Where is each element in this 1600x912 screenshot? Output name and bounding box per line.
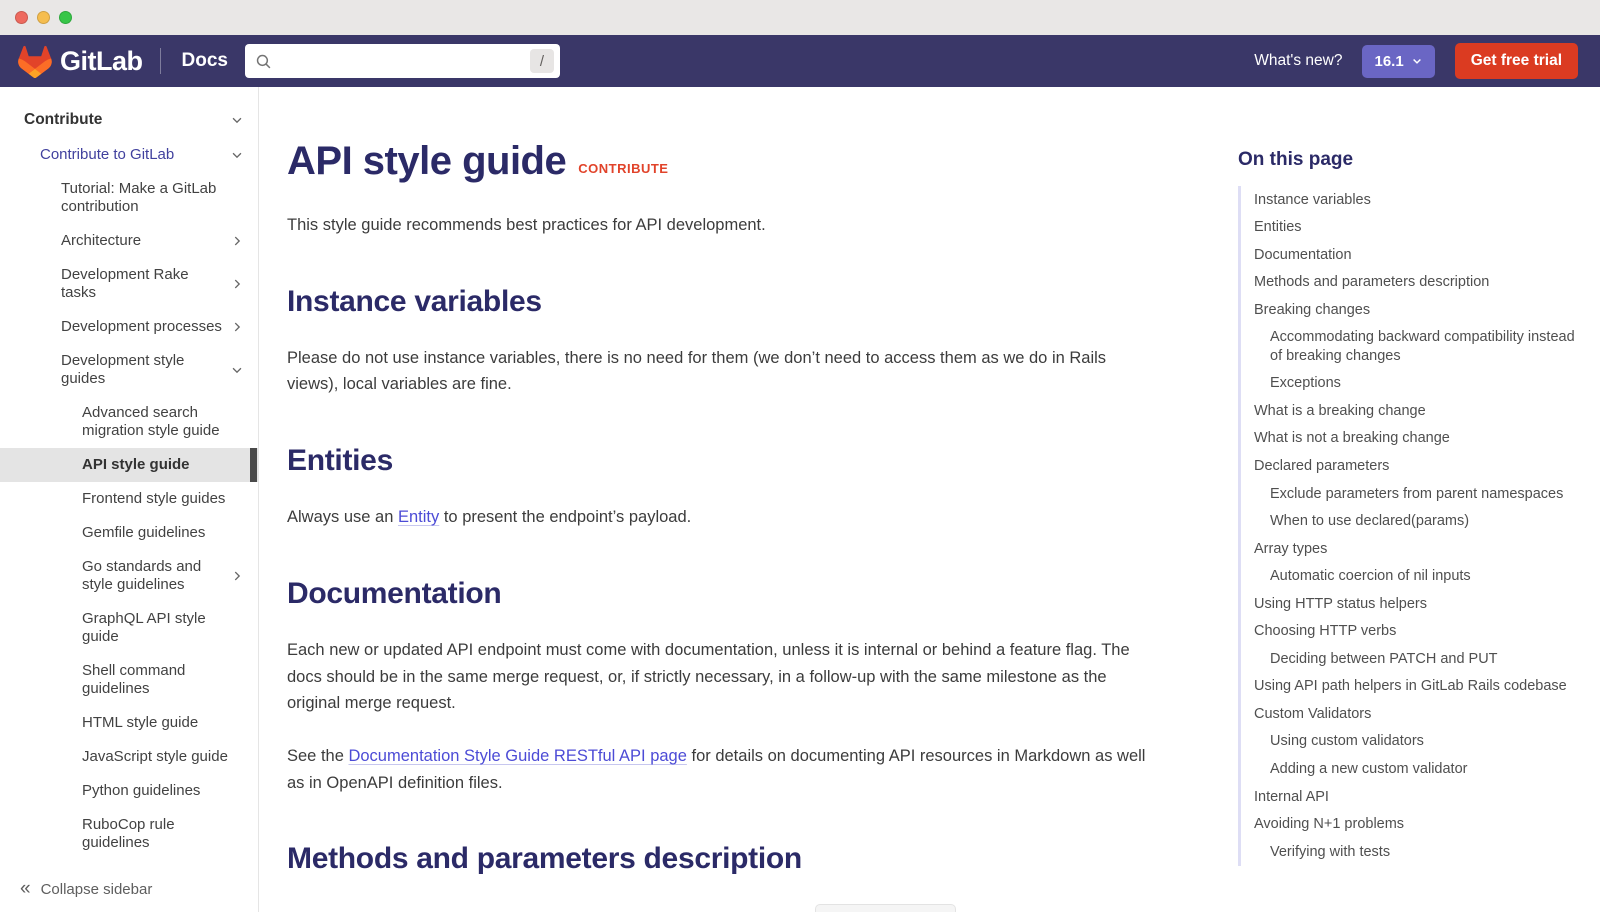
entities-text: Always use an — [287, 508, 398, 527]
sidebar-item-label: Gemfile guidelines — [82, 523, 206, 541]
sidebar-item-label: Shell command guidelines — [82, 661, 186, 697]
toc-item[interactable]: When to use declared(params) — [1270, 513, 1470, 530]
window-titlebar — [0, 0, 1600, 35]
sidebar-item-architecture[interactable] — [0, 224, 258, 258]
close-window-button[interactable] — [15, 11, 28, 24]
documentation-text: See the — [287, 747, 349, 766]
toc-item[interactable]: Choosing HTTP verbs — [1254, 623, 1397, 640]
site-header — [0, 35, 1600, 87]
toc-item[interactable]: Exceptions — [1270, 375, 1341, 392]
sidebar-item-javascript-style-guide[interactable] — [0, 740, 258, 774]
sidebar-item-gemfile-guidelines[interactable] — [0, 516, 258, 550]
toc-item[interactable]: Declared parameters — [1254, 457, 1390, 474]
sidebar-item-contribute-to-gitlab[interactable] — [0, 138, 258, 172]
sidebar-item-label: JavaScript style guide — [82, 747, 228, 765]
toc-heading: On this page — [1238, 149, 1354, 170]
docs-sidebar — [0, 87, 259, 912]
heading-entities: Entities — [287, 444, 393, 478]
sidebar-item-label: Go standards and style guidelines — [82, 557, 202, 593]
chevron-right-icon[interactable] — [230, 234, 244, 248]
entities-text: to present the endpoint’s payload. — [439, 508, 692, 527]
maximize-window-button[interactable] — [59, 11, 72, 24]
toc-item[interactable]: Accommodating backward compatibility instead of breaking changes — [1270, 329, 1575, 364]
collapse-sidebar-label: Collapse sidebar — [40, 880, 153, 898]
toc-item[interactable]: What is not a breaking change — [1254, 430, 1450, 447]
sidebar-item-contribute[interactable] — [0, 103, 258, 138]
sidebar-item-label: GraphQL API style guide — [82, 609, 206, 645]
toc-item[interactable]: Using custom validators — [1270, 733, 1424, 750]
heading-methods-and-parameters-description: Methods and parameters description — [287, 842, 802, 876]
toc-item[interactable]: Adding a new custom validator — [1270, 760, 1468, 777]
sidebar-item-label: Frontend style guides — [82, 489, 226, 507]
toc-item[interactable]: Using API path helpers in GitLab Rails codebase — [1254, 678, 1567, 695]
on-this-page-panel — [1238, 87, 1600, 912]
brand-divider — [160, 48, 161, 74]
sidebar-nav — [0, 87, 258, 866]
brand-section-label: Docs — [181, 50, 228, 71]
sidebar-item-label: HTML style guide — [82, 713, 199, 731]
sidebar-item-go-standards-and-style-guidelines[interactable] — [0, 550, 258, 602]
documentation-text: for details on documenting API resources in Markdown as well as in OpenAPI definition files. — [287, 747, 1146, 792]
inline-code-chip-cutoff — [815, 904, 956, 912]
entity-link[interactable]: Entity — [397, 508, 440, 527]
chevron-right-icon[interactable] — [230, 569, 244, 583]
sidebar-item-rubocop-rule-guidelines[interactable] — [0, 808, 258, 860]
page-title: API style guide — [287, 139, 567, 183]
toc-item[interactable]: Custom Validators — [1254, 705, 1372, 722]
toc-list — [1238, 186, 1584, 866]
doc-content — [259, 87, 1238, 912]
get-free-trial-button[interactable]: Get free trial — [1455, 43, 1578, 79]
toc-item[interactable]: Internal API — [1254, 788, 1329, 805]
sidebar-item-python-guidelines[interactable] — [0, 774, 258, 808]
sidebar-item-label: Tutorial: Make a GitLab contribution — [61, 179, 217, 215]
documentation-paragraph-1: Each new or updated API endpoint must come with documentation, unless it is internal or behind a feature flag. The docs should be in the same merge request, or, if strictly necessary, in a follow-up with the same milestone as the original merge request. — [287, 640, 1130, 713]
chevron-down-icon[interactable] — [230, 113, 244, 127]
instance-variables-paragraph: Please do not use instance variables, there is no need for them (we don’t need to access them as we do in Rails views), local variables are fine. — [287, 348, 1107, 394]
sidebar-item-label: Development processes — [61, 317, 222, 335]
chevron-down-icon[interactable] — [230, 148, 244, 162]
sidebar-item-label: Development style guides — [61, 351, 185, 387]
version-dropdown[interactable] — [1362, 45, 1434, 78]
toc-item[interactable]: Array types — [1254, 540, 1328, 557]
search-icon — [255, 53, 272, 70]
heading-documentation: Documentation — [287, 576, 502, 610]
sidebar-item-graphql-api-style-guide[interactable] — [0, 602, 258, 654]
sidebar-item-development-processes[interactable] — [0, 310, 258, 344]
toc-item[interactable]: Avoiding N+1 problems — [1254, 816, 1405, 833]
sidebar-item-tutorial-make-a-gitlab-contribution[interactable] — [0, 172, 258, 224]
sidebar-item-label: RuboCop rule guidelines — [82, 815, 175, 851]
toc-item[interactable]: What is a breaking change — [1254, 402, 1426, 419]
sidebar-item-label: Python guidelines — [82, 781, 201, 799]
sidebar-item-label: Advanced search migration style guide — [82, 403, 220, 439]
contribute-badge[interactable]: CONTRIBUTE — [578, 161, 669, 176]
gitlab-tanuki-icon — [18, 45, 52, 78]
version-label: 16.1 — [1374, 52, 1404, 70]
sidebar-item-label: Development Rake tasks — [61, 265, 189, 301]
sidebar-item-html-style-guide[interactable] — [0, 706, 258, 740]
toc-item[interactable]: Breaking changes — [1254, 301, 1371, 318]
search-box[interactable] — [245, 44, 560, 78]
sidebar-item-shell-command-guidelines[interactable] — [0, 654, 258, 706]
sidebar-item-api-style-guide[interactable] — [0, 448, 258, 482]
minimize-window-button[interactable] — [37, 11, 50, 24]
collapse-sidebar-button[interactable] — [0, 866, 258, 912]
toc-item[interactable]: Deciding between PATCH and PUT — [1270, 650, 1498, 667]
toc-item[interactable]: Documentation — [1254, 246, 1352, 263]
toc-item[interactable]: Using HTTP status helpers — [1254, 595, 1427, 612]
double-chevron-left-icon: « — [20, 878, 31, 899]
sidebar-item-label: Architecture — [61, 231, 142, 249]
chevron-right-icon[interactable] — [230, 320, 244, 334]
toc-item[interactable]: Methods and parameters description — [1254, 274, 1490, 291]
toc-item[interactable]: Entities — [1254, 219, 1302, 236]
chevron-down-icon — [1411, 55, 1423, 67]
toc-item[interactable]: Exclude parameters from parent namespaces — [1270, 485, 1564, 502]
toc-item[interactable]: Instance variables — [1254, 191, 1371, 208]
toc-item[interactable]: Verifying with tests — [1270, 843, 1391, 860]
whats-new-link[interactable]: What's new? — [1254, 52, 1343, 69]
documentation-style-guide-link[interactable]: Documentation Style Guide RESTful API page — [348, 747, 687, 766]
intro-paragraph: This style guide recommends best practices for API development. — [287, 216, 766, 234]
sidebar-item-label: API style guide — [82, 455, 190, 473]
entities-paragraph — [287, 504, 1159, 531]
documentation-paragraph-2 — [287, 743, 1159, 796]
chevron-right-icon[interactable] — [230, 277, 244, 291]
slash-shortcut-key: / — [530, 49, 554, 73]
chevron-down-icon[interactable] — [230, 363, 244, 377]
sidebar-item-frontend-style-guides[interactable] — [0, 482, 258, 516]
sidebar-item-advanced-search-migration-style-guide[interactable] — [0, 396, 258, 448]
brand-name: GitLab — [60, 45, 143, 76]
sidebar-item-development-rake-tasks[interactable] — [0, 258, 258, 310]
heading-instance-variables: Instance variables — [287, 284, 542, 318]
gitlab-docs-logo[interactable] — [18, 45, 228, 78]
search-input[interactable] — [278, 53, 530, 70]
sidebar-item-label: Contribute to GitLab — [40, 145, 175, 163]
sidebar-item-development-style-guides[interactable] — [0, 344, 258, 396]
sidebar-item-label: Contribute — [24, 111, 103, 128]
toc-item[interactable]: Automatic coercion of nil inputs — [1270, 568, 1471, 585]
